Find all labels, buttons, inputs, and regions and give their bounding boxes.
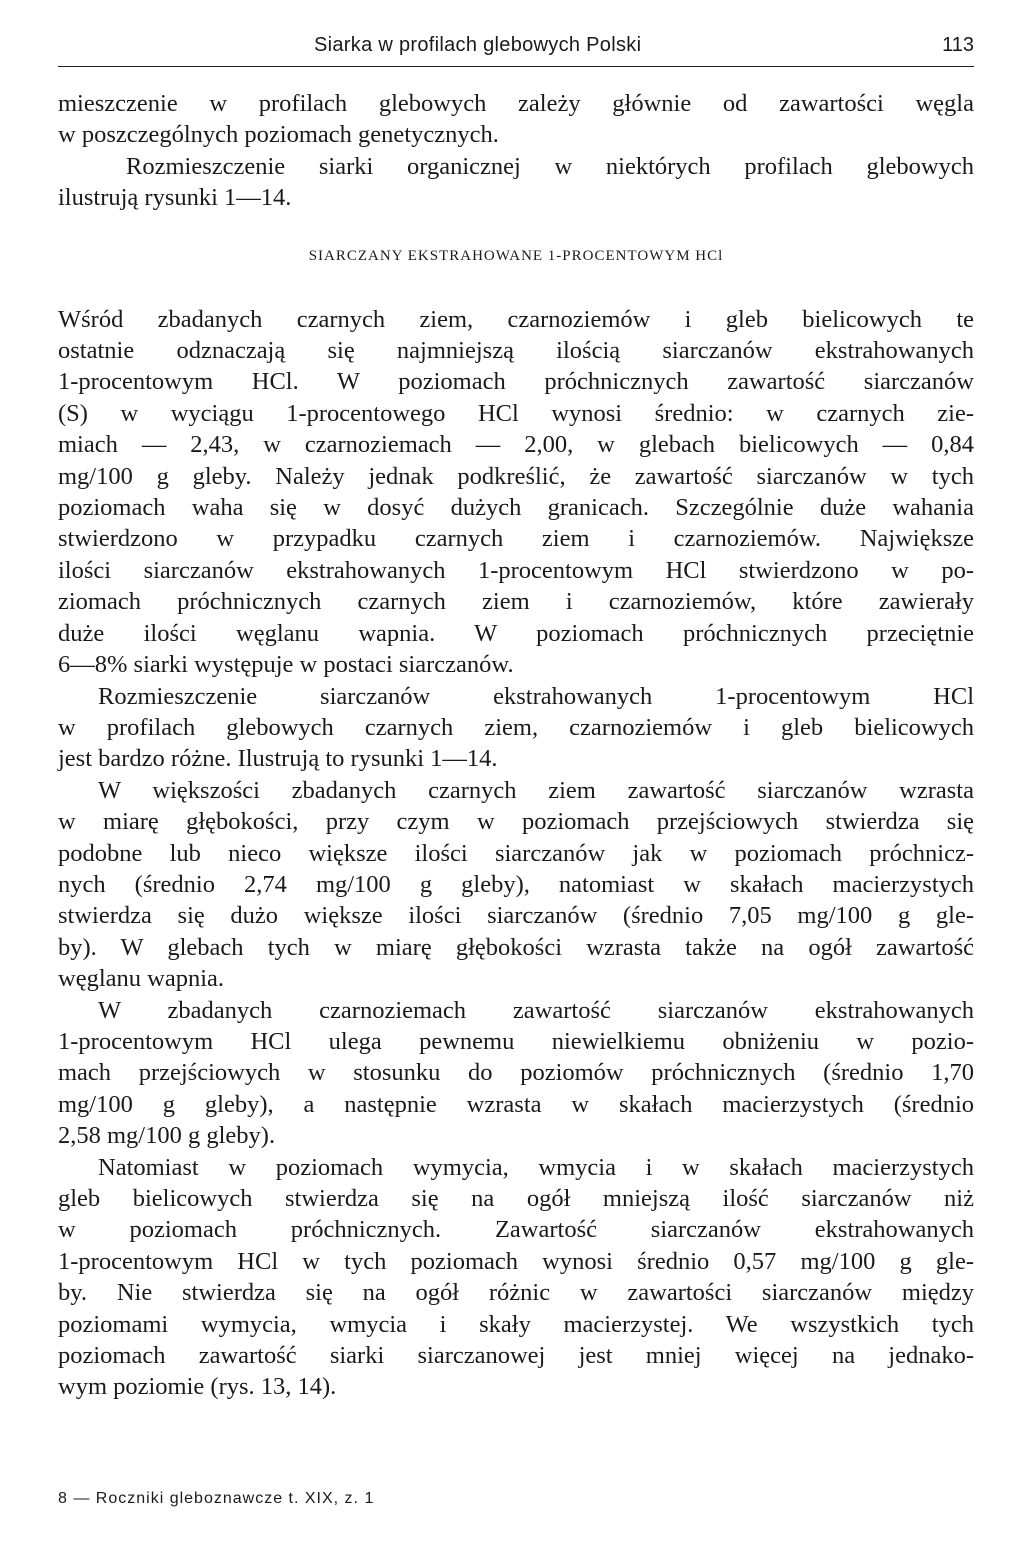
text-line: poziomach waha się w dosyć dużych granicach. Szczególnie duże wahania [58, 494, 974, 522]
text-line: ilustrują rysunki 1—14. [58, 184, 292, 212]
text-line: gleb bielicowych stwierdza się na ogół mniejszą ilość siarczanów niż [58, 1185, 974, 1212]
text-line: Wśród zbadanych czarnych ziem, czarnoziemów i gleb bielicowych te [58, 305, 974, 333]
text-line: 1-procentowym HCl w tych poziomach wynosi średnio 0,57 mg/100 g gle- [58, 1247, 974, 1275]
text-line: 2,58 mg/100 g gleby). [58, 1122, 276, 1150]
text-line: węglanu wapnia. [58, 965, 224, 993]
text-line: ilości siarczanów ekstrahowanych 1-procentowym HCl stwierdzono w po- [58, 556, 974, 584]
main-text [58, 88, 974, 1403]
paragraph [58, 775, 974, 995]
text-line: stwierdza się dużo większe ilości siarczanów (średnio 7,05 mg/100 g gle- [58, 902, 974, 930]
text-line: w poszczególnych poziomach genetycznych. [58, 121, 499, 149]
text-line: w miarę głębokości, przy czym w poziomach przejściowych stwierdza się [58, 808, 974, 836]
text-line: W zbadanych czarnoziemach zawartość siarczanów ekstrahowanych [98, 996, 974, 1024]
text-line: by). W glebach tych w miarę głębokości wzrasta także na ogół zawartość [58, 933, 974, 961]
text-line: mg/100 g gleby. Należy jednak podkreślić, że zawartość siarczanów w tych [58, 462, 974, 490]
text-line: w poziomach próchnicznych. Zawartość siarczanów ekstrahowanych [58, 1216, 974, 1244]
paragraph [58, 1152, 974, 1403]
text-line: by. Nie stwierdza się na ogół różnic w zawartości siarczanów między [58, 1279, 974, 1307]
text-line: Rozmieszczenie siarki organicznej w niektórych profilach glebowych [126, 152, 974, 180]
text-line: mach przejściowych w stosunku do poziomów próchnicznych (średnio 1,70 [58, 1059, 974, 1087]
intro-paragraph [58, 88, 974, 214]
text-line: stwierdzono w przypadku czarnych ziem i czarnoziemów. Największe [58, 525, 974, 553]
paragraph [58, 304, 974, 681]
page-footer: 8 — Roczniki gleboznawcze t. XIX, z. 1 [58, 1490, 375, 1507]
section-heading: SIARCZANY EKSTRAHOWANE 1-PROCENTOWYM HCl [308, 247, 724, 264]
text-line: duże ilości węglanu wapnia. W poziomach próchnicznych przeciętnie [58, 619, 974, 647]
text-line: Natomiast w poziomach wymycia, wmycia i w skałach macierzystych [98, 1153, 974, 1181]
text-line: (S) w wyciągu 1-procentowego HCl wynosi średnio: w czarnych zie- [58, 399, 974, 427]
text-line: Rozmieszczenie siarczanów ekstrahowanych 1-procentowym HCl [98, 682, 974, 710]
running-header [58, 32, 974, 67]
text-line: jest bardzo różne. Ilustrują to rysunki 1—14. [58, 745, 498, 773]
text-line: poziomach zawartość siarki siarczanowej jest mniej więcej na jednako- [58, 1342, 974, 1370]
text-line: ziomach próchnicznych czarnych ziem i czarnoziemów, które zawierały [58, 588, 974, 616]
text-line: nych (średnio 2,74 mg/100 g gleby), natomiast w skałach macierzystych [58, 870, 974, 898]
paragraph [58, 681, 974, 775]
text-line: 6—8% siarki występuje w postaci siarczanów. [58, 651, 514, 679]
text-line: poziomami wymycia, wmycia i skały macierzystej. We wszystkich tych [58, 1310, 974, 1338]
running-title: Siarka w profilach glebowych Polski [314, 34, 642, 56]
text-line: mieszczenie w profilach glebowych zależy głównie od zawartości węgla [58, 90, 974, 117]
text-line: wym poziomie (rys. 13, 14). [58, 1373, 337, 1401]
text-line: 1-procentowym HCl. W poziomach próchnicznych zawartość siarczanów [58, 368, 974, 396]
page-number: 113 [942, 34, 974, 56]
text-line: miach — 2,43, w czarnoziemach — 2,00, w glebach bielicowych — 0,84 [58, 431, 974, 459]
text-line: W większości zbadanych czarnych ziem zawartość siarczanów wzrasta [98, 776, 974, 804]
text-line: 1-procentowym HCl ulega pewnemu niewielkiemu obniżeniu w pozio- [58, 1027, 974, 1055]
text-line: ostatnie odznaczają się najmniejszą ilością siarczanów ekstrahowanych [58, 337, 974, 365]
text-line: podobne lub nieco większe ilości siarczanów jak w poziomach próchnicz- [58, 839, 974, 867]
text-line: mg/100 g gleby), a następnie wzrasta w skałach macierzystych (średnio [58, 1090, 974, 1118]
paragraph [58, 995, 974, 1152]
text-line: w profilach glebowych czarnych ziem, czarnoziemów i gleb bielicowych [58, 713, 974, 741]
